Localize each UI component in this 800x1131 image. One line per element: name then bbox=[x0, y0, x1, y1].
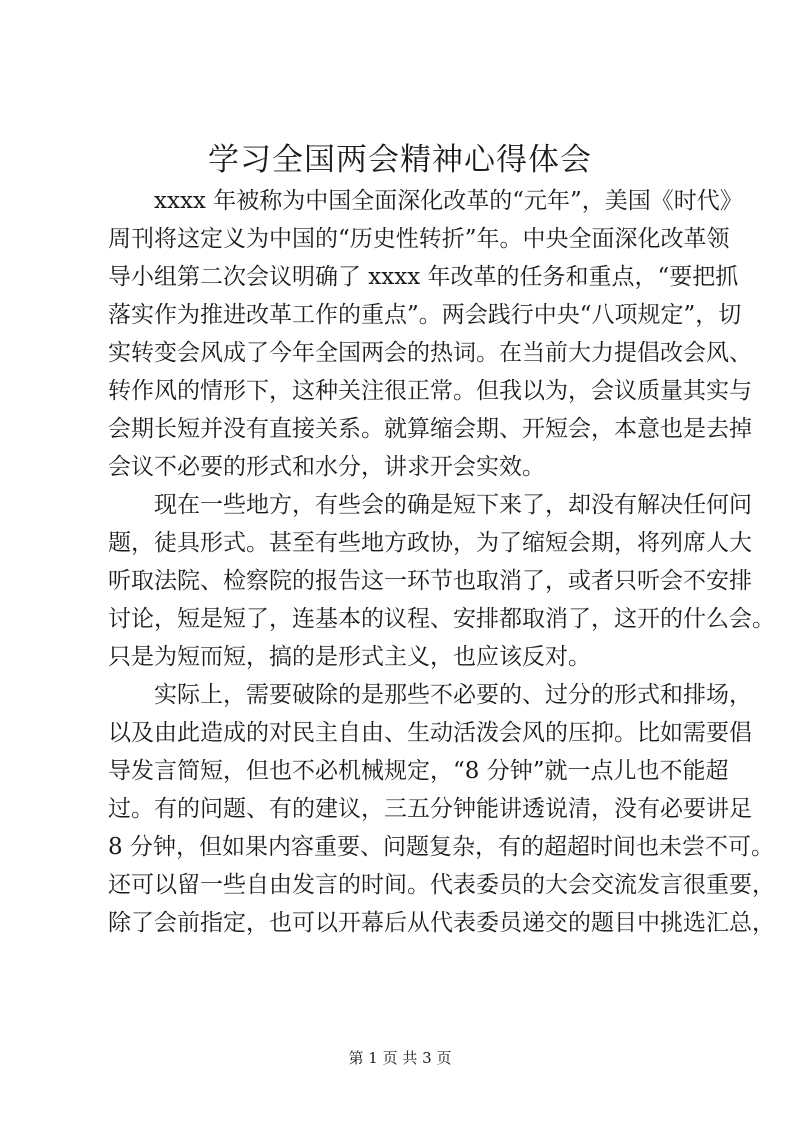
text-line: 除了会前指定，也可以开幕后从代表委员递交的题目中挑选汇总， bbox=[108, 910, 775, 936]
text-line: 听取法院、检察院的报告这一环节也取消了，或者只听会不安排 bbox=[108, 568, 752, 594]
text-line: 现在一些地方，有些会的确是短下来了，却没有解决任何问 bbox=[154, 492, 752, 518]
text-line: 落实作为推进改革工作的重点”。两会践行中央“八项规定”，切 bbox=[108, 302, 742, 328]
text-line: 会议不必要的形式和水分，讲求开会实效。 bbox=[108, 454, 545, 480]
page-footer: 第 1 页 共 3 页 bbox=[348, 1049, 452, 1067]
text-line: 还可以留一些自由发言的时间。代表委员的大会交流发言很重要， bbox=[108, 872, 775, 898]
document-title: 学习全国两会精神心得体会 bbox=[208, 142, 592, 178]
paragraph-3 bbox=[108, 676, 775, 942]
text-line: 讨论，短是短了，连基本的议程、安排都取消了，这开的什么会。 bbox=[108, 606, 775, 632]
text-line: 转作风的情形下，这种关注很正常。但我以为，会议质量其实与 bbox=[108, 378, 752, 404]
text-line: 会期长短并没有直接关系。就算缩会期、开短会，本意也是去掉 bbox=[108, 416, 752, 442]
text-line: 8 分钟，但如果内容重要、问题复杂，有的超超时间也未尝不可。 bbox=[108, 834, 774, 860]
text-line: 导小组第二次会议明确了 xxxx 年改革的任务和重点，“要把抓 bbox=[108, 264, 739, 290]
text-line: 题，徒具形式。甚至有些地方政协，为了缩短会期，将列席人大 bbox=[108, 530, 752, 556]
paragraph-1 bbox=[108, 182, 752, 486]
text-line: 只是为短而短，搞的是形式主义，也应该反对。 bbox=[108, 644, 591, 670]
text-line: 实转变会风成了今年全国两会的热词。在当前大力提倡改会风、 bbox=[108, 340, 752, 366]
text-line: 实际上，需要破除的是那些不必要的、过分的形式和排场， bbox=[154, 682, 752, 708]
text-line: 导发言简短，但也不必机械规定，“8 分钟”就一点儿也不能超 bbox=[108, 758, 729, 784]
text-line: 过。有的问题、有的建议，三五分钟能讲透说清，没有必要讲足 bbox=[108, 796, 752, 822]
paragraph-2 bbox=[108, 486, 775, 676]
document-body bbox=[108, 182, 775, 942]
text-line: 周刊将这定义为中国的“历史性转折”年。中央全面深化改革领 bbox=[108, 226, 730, 252]
text-line: xxxx 年被称为中国全面深化改革的“元年”，美国《时代》 bbox=[154, 188, 743, 214]
text-line: 以及由此造成的对民主自由、生动活泼会风的压抑。比如需要倡 bbox=[108, 720, 752, 746]
